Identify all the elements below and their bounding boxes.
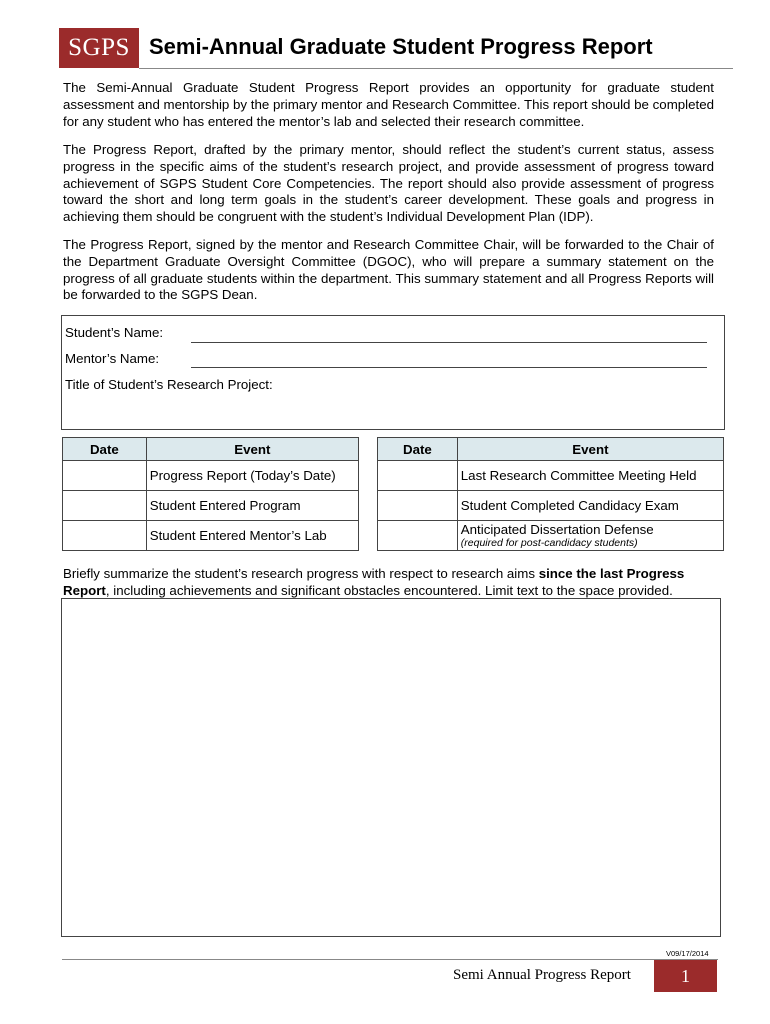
event-column-header: Event xyxy=(457,438,723,461)
date-cell-progress-report[interactable] xyxy=(63,461,147,491)
student-name-field[interactable] xyxy=(191,342,707,343)
date-cell-entered-lab[interactable] xyxy=(63,521,147,551)
table-row xyxy=(378,461,724,491)
student-name-label: Student’s Name: xyxy=(65,325,164,340)
prompt-text-start: Briefly summarize the student’s research progress with respect to research aims xyxy=(63,566,539,581)
intro-paragraph-3: The Progress Report, signed by the mentor and Research Committee Chair, will be forwarded to the Chair of the Department Graduate Oversight Committee (DGOC), who will prepare a summary statement on the progress of all graduate students within the department. This summary statement and all Progress Reports will be forwarded to the SGPS Dean. xyxy=(63,237,714,303)
events-table-right xyxy=(377,437,724,551)
event-cell: Student Entered Mentor’s Lab xyxy=(146,521,358,551)
intro-paragraph-2: The Progress Report, drafted by the primary mentor, should reflect the student’s current status, assess progress in the specific aims of the student’s research project, and provide assessment of progress toward achievement of SGPS Student Core Competencies. The report should also provide assessment of progress toward the short and long term goals in the student’s career development. These goals and progress in achieving them should be congruent with the student’s Individual Development Plan (IDP). xyxy=(63,142,714,225)
date-cell-committee-meeting[interactable] xyxy=(378,461,458,491)
table-row xyxy=(63,491,359,521)
table-row xyxy=(63,461,359,491)
intro-paragraph-1: The Semi-Annual Graduate Student Progress Report provides an opportunity for graduate student assessment and mentorship by the primary mentor and Research Committee. This report should be completed for any student who has entered the mentor’s lab and selected their research committee. xyxy=(63,80,714,129)
prompt-emphasis: since the last Progress Report xyxy=(63,566,685,598)
prompt-text-end: , including achievements and significant obstacles encountered. Limit text to the space provided. xyxy=(105,582,673,598)
date-cell-dissertation-defense[interactable] xyxy=(378,521,458,551)
table-row xyxy=(378,491,724,521)
table-row xyxy=(378,521,724,551)
version-stamp: V09/17/2014 xyxy=(666,949,709,958)
mentor-name-field[interactable] xyxy=(191,367,707,368)
page-title: Semi-Annual Graduate Student Progress Report xyxy=(149,34,653,59)
event-cell xyxy=(457,521,723,551)
date-column-header: Date xyxy=(63,438,147,461)
event-cell: Student Completed Candidacy Exam xyxy=(457,491,723,521)
page-number: 1 xyxy=(654,960,717,992)
event-cell: Student Entered Program xyxy=(146,491,358,521)
student-info-box xyxy=(61,315,725,430)
footer-divider xyxy=(62,959,718,960)
table-row xyxy=(63,521,359,551)
event-column-header: Event xyxy=(146,438,358,461)
event-cell: Progress Report (Today’s Date) xyxy=(146,461,358,491)
date-cell-candidacy-exam[interactable] xyxy=(378,491,458,521)
date-cell-entered-program[interactable] xyxy=(63,491,147,521)
footer-label: Semi Annual Progress Report xyxy=(453,967,631,983)
post-candidacy-note: (required for post-candidacy students) xyxy=(460,537,638,549)
date-column-header: Date xyxy=(378,438,458,461)
event-label: Anticipated Dissertation Defense xyxy=(460,522,654,537)
sgps-logo: SGPS xyxy=(59,28,139,68)
research-summary-field[interactable] xyxy=(61,598,721,937)
mentor-name-label: Mentor’s Name: xyxy=(65,351,160,366)
title-divider xyxy=(139,68,733,69)
event-cell: Last Research Committee Meeting Held xyxy=(457,461,723,491)
project-title-label: Title of Student’s Research Project: xyxy=(65,377,273,392)
events-table-left xyxy=(62,437,359,551)
project-title-field[interactable] xyxy=(62,394,724,429)
summary-prompt xyxy=(63,566,718,600)
